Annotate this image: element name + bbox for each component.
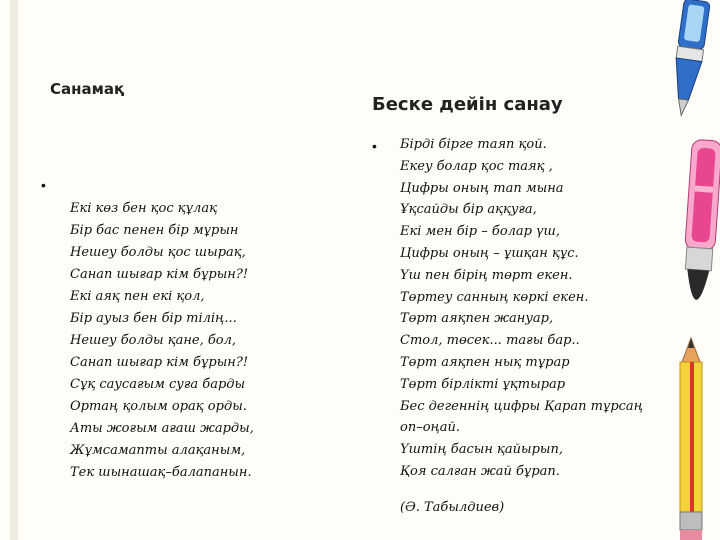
right-poem-line: Цифры оның тап мына	[400, 180, 564, 196]
right-poem-line: Стол, төсек... тағы бар..	[400, 333, 580, 349]
left-poem-line: Аты жоғым ағаш жарды,	[70, 421, 254, 436]
right-poem-line: Төрт аяқпен жануар,	[400, 311, 554, 327]
right-poem-title: Беске дейін санау	[372, 94, 563, 115]
right-poem-line: Төртеу санның көркі екен.	[400, 289, 589, 305]
left-poem-line: Нешеу болды қане, бол,	[70, 333, 237, 348]
right-poem-line: Бес дегеннің цифры Қарап тұрсаң	[400, 398, 643, 414]
left-poem-line: Санап шығар кім бұрын?!	[70, 355, 249, 370]
poem-author: (Ә. Табылдиев)	[400, 500, 505, 515]
right-poem-line: оп–оңай.	[400, 420, 461, 436]
right-poem-line: Цифры оның – ұшқан құс.	[400, 245, 579, 261]
left-poem-line: Екі көз бен қос құлақ	[70, 201, 217, 216]
left-poem-line: Санап шығар кім бұрын?!	[70, 267, 249, 282]
right-poem-line: Төрт бірлікті ұқтырар	[400, 376, 566, 392]
right-poem-line: Бірді бірге таяп қой.	[400, 137, 547, 152]
left-poem-line: Екі аяқ пен екі қол,	[70, 289, 205, 304]
left-poem-line: Жұмсамапты алақаным,	[70, 443, 246, 458]
right-poem-line: Қоя салған жай бұрап.	[400, 463, 560, 479]
paintbrush-icon	[681, 139, 720, 301]
right-bullet: •	[372, 138, 377, 154]
right-poem-line: Төрт аяқпен нық тұрар	[400, 354, 570, 370]
left-poem-line: Бір бас пенен бір мұрын	[70, 223, 239, 238]
right-poem-line: Үштің басын қайырып,	[400, 442, 564, 458]
right-poem-line: Екі мен бір – болар үш,	[400, 224, 560, 240]
right-poem-line: Екеу болар қос таяқ ,	[400, 158, 553, 174]
right-poem-line: Ұқсайды бір аққуға,	[400, 202, 537, 218]
left-poem-line: Ортаң қолым орақ орды.	[70, 399, 247, 414]
left-poem-line: Тек шынашақ–балапанын.	[70, 465, 252, 480]
pencil-icon	[680, 338, 702, 540]
right-poem-line: Үш пен бірің төрт екен.	[400, 267, 573, 283]
left-poem-line: Нешеу болды қос шырақ,	[70, 245, 246, 260]
left-bullet: •	[41, 177, 46, 193]
left-poem-line: Бір ауыз бен бір тілің...	[70, 311, 237, 326]
left-poem-line: Сұқ саусағым суға барды	[70, 377, 246, 392]
pen-icon	[668, 0, 710, 117]
left-poem-title: Санамақ	[50, 80, 125, 98]
